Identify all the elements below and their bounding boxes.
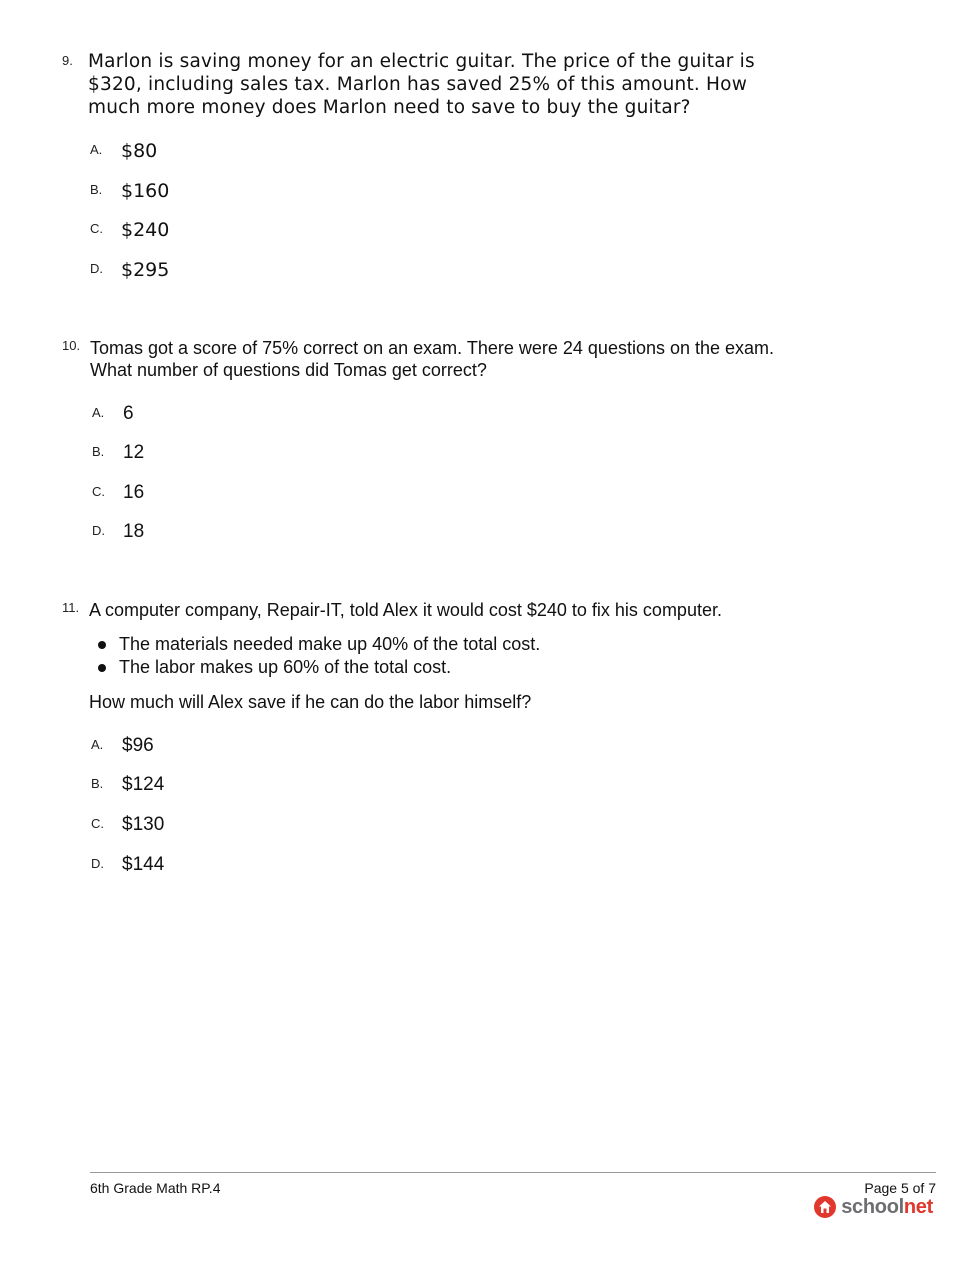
choice-value: 16 [123, 482, 145, 503]
question-number: 10. [62, 338, 81, 353]
stem-line: much more money does Marlon need to save to buy the guitar? [88, 97, 691, 118]
question-followup: How much will Alex save if he can do the labor himself? [89, 692, 532, 712]
choice-value: 6 [123, 403, 134, 424]
stem-line: What number of questions did Tomas get correct? [90, 360, 487, 380]
choice-letter: D. [92, 523, 105, 538]
choice-letter: C. [91, 816, 104, 831]
question-number: 11. [62, 600, 80, 615]
bullet-dot [98, 664, 106, 672]
bullet-text: The labor makes up 60% of the total cost. [119, 657, 452, 677]
choice-letter: B. [90, 182, 103, 197]
choice-letter: B. [92, 444, 105, 459]
choice-value: $144 [122, 854, 165, 875]
logo-text-main: school [841, 1195, 904, 1218]
stem-line: A computer company, Repair-IT, told Alex it would cost $240 to fix his computer. [89, 600, 722, 620]
stem-line: Marlon is saving money for an electric guitar. The price of the guitar is [88, 51, 755, 72]
choice-value: 18 [123, 521, 145, 542]
footer-course-title: 6th Grade Math RP.4 [90, 1180, 221, 1196]
choice-value: $240 [121, 219, 170, 241]
question-stem [90, 337, 774, 381]
choice-letter: A. [92, 405, 105, 420]
question-number: 9. [62, 53, 73, 68]
bullet-text: The materials needed make up 40% of the total cost. [119, 634, 541, 654]
choice-value: $130 [122, 814, 165, 835]
choice-value: $295 [121, 259, 170, 281]
choice-letter: A. [90, 142, 103, 157]
choice-value: $124 [122, 774, 165, 795]
house-icon [814, 1196, 836, 1218]
choice-letter: C. [90, 221, 103, 236]
stem-line: Tomas got a score of 75% correct on an exam. There were 24 questions on the exam. [90, 338, 775, 358]
stem-line: $320, including sales tax. Marlon has saved 25% of this amount. How [88, 74, 748, 95]
footer-divider [90, 1172, 936, 1173]
choice-letter: B. [91, 776, 104, 791]
choice-letter: D. [90, 261, 103, 276]
schoolnet-logo [814, 1194, 933, 1220]
bullet-dot [98, 641, 106, 649]
question-stem [89, 599, 722, 621]
choice-letter: D. [91, 856, 104, 871]
logo-wordmark [841, 1196, 933, 1219]
footer-page-number: Page 5 of 7 [864, 1180, 936, 1196]
choice-value: $96 [122, 735, 154, 756]
logo-text-accent: net [903, 1195, 933, 1218]
choice-value: $80 [121, 140, 158, 162]
choice-letter: A. [91, 737, 104, 752]
choice-value: 12 [123, 442, 145, 463]
choice-value: $160 [121, 180, 170, 202]
question-stem [88, 50, 755, 119]
choice-letter: C. [92, 484, 105, 499]
